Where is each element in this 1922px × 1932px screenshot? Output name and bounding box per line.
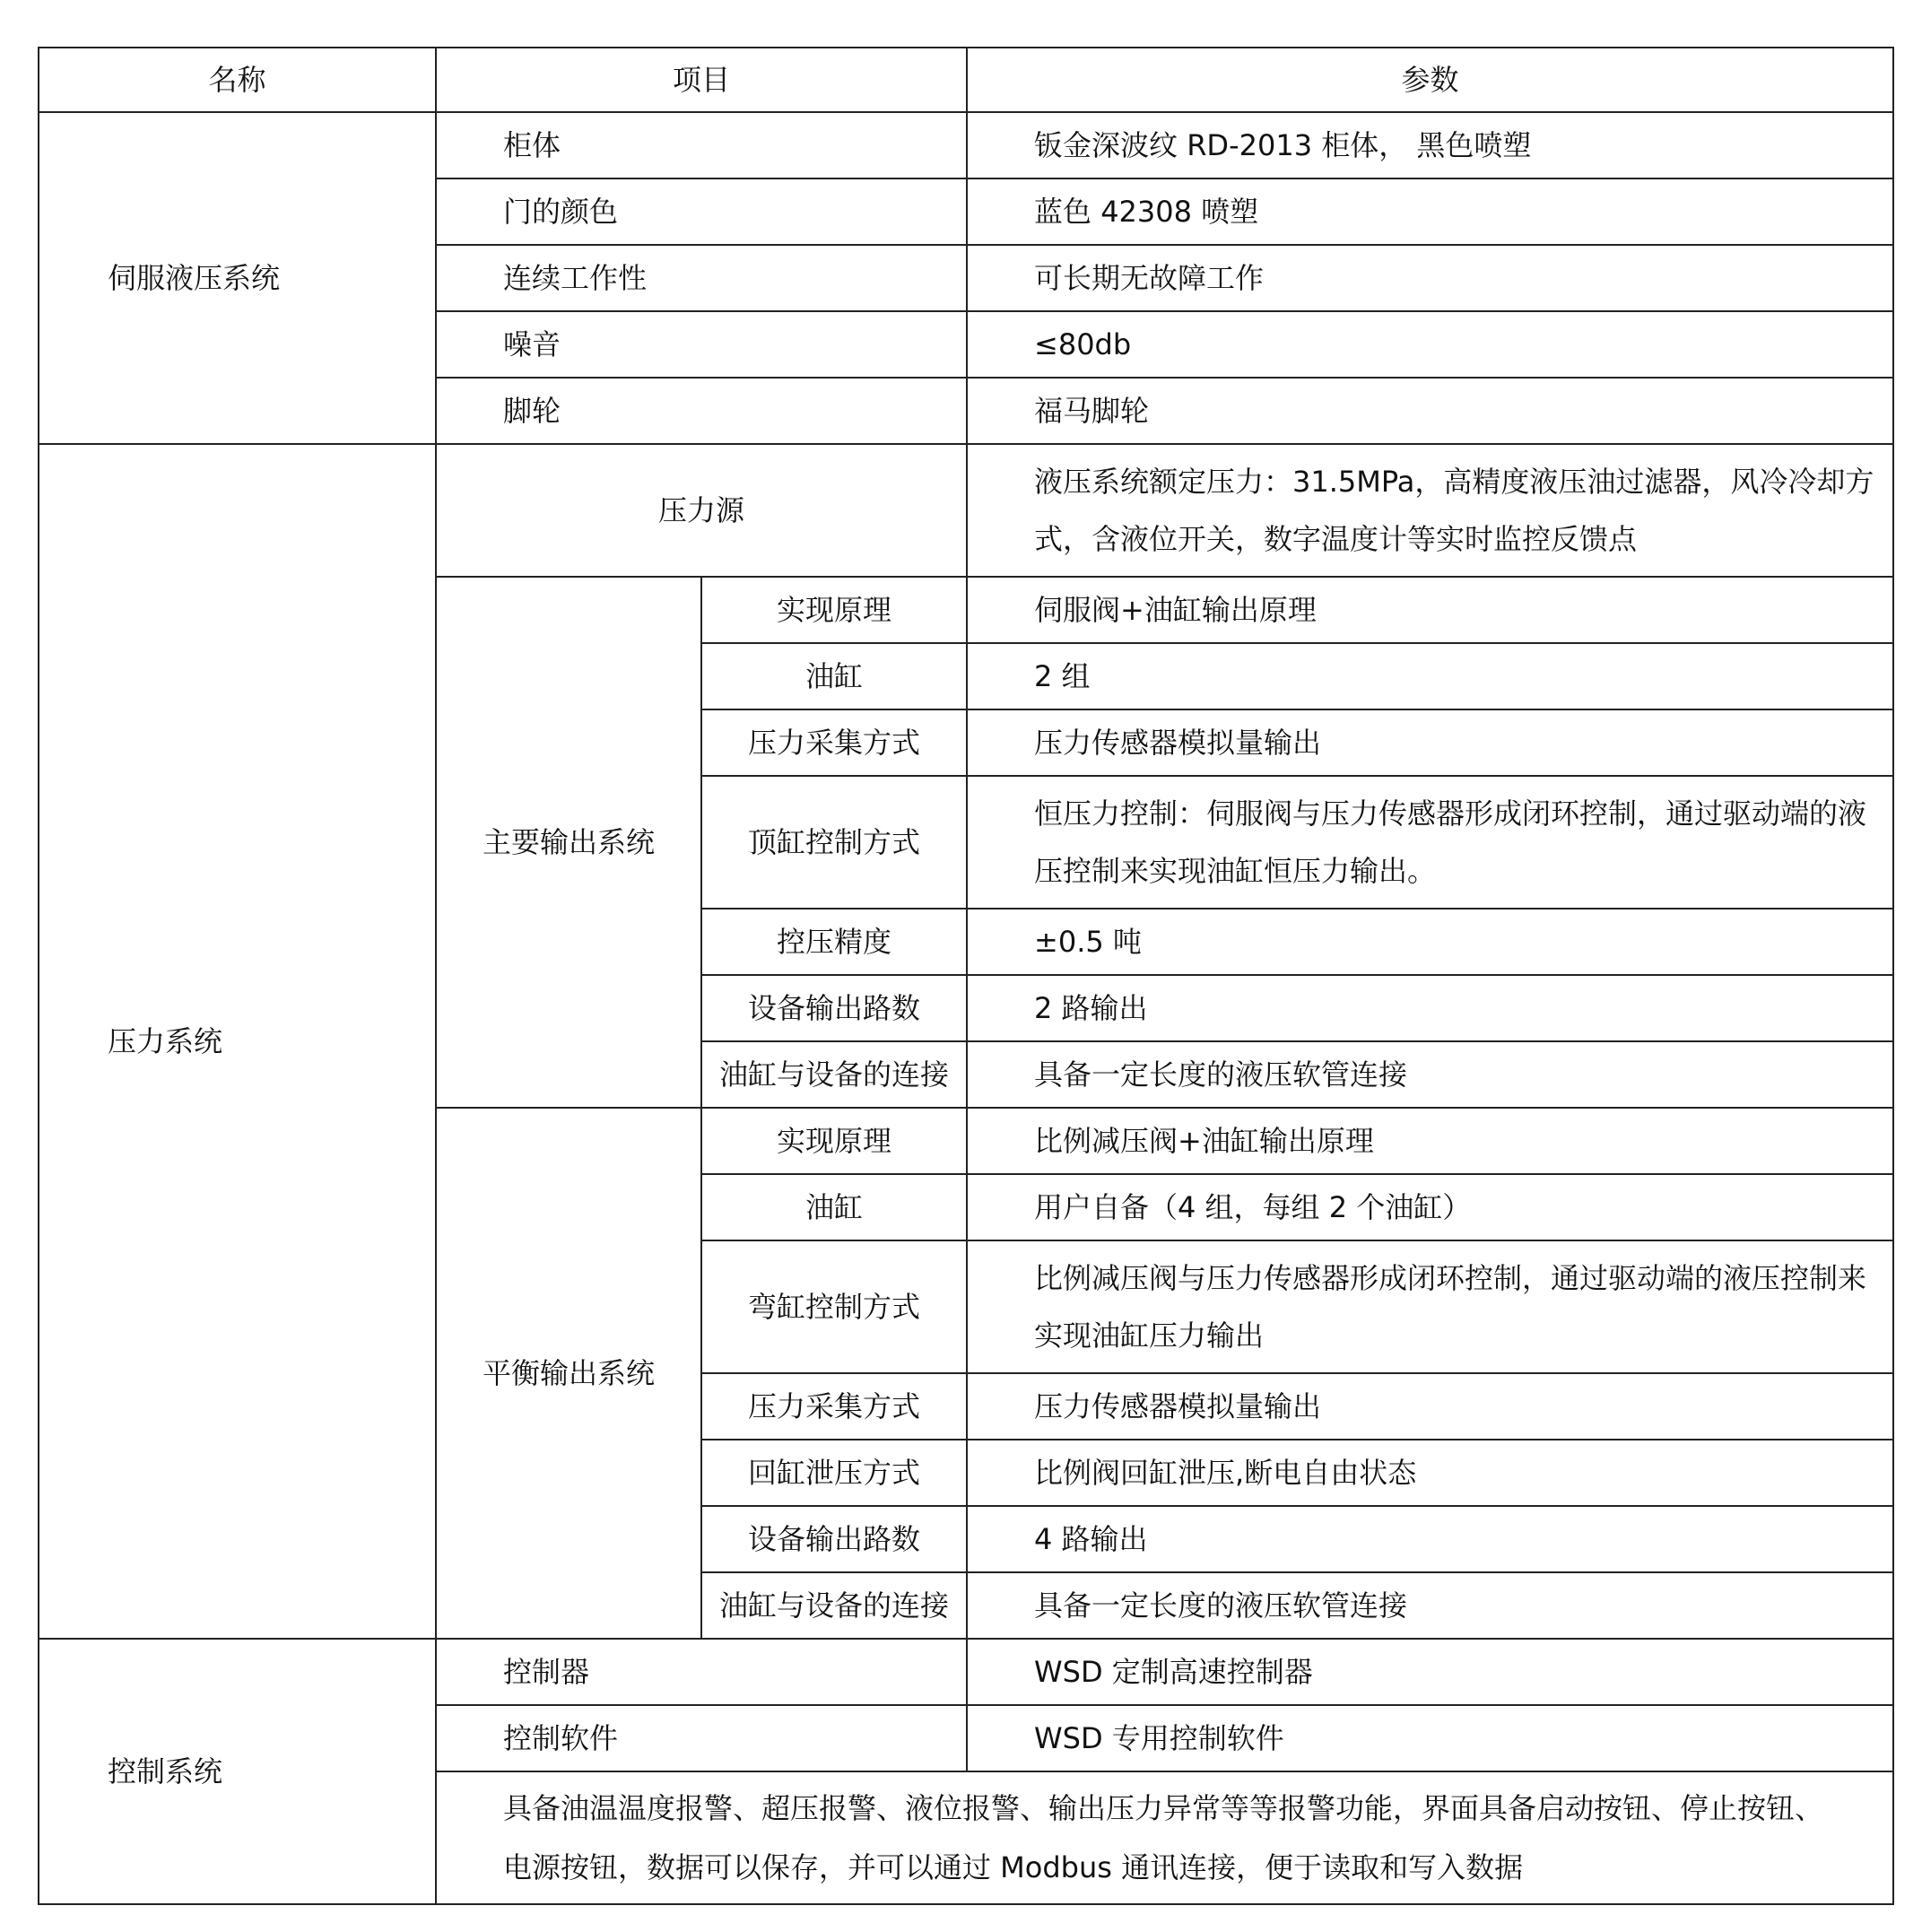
item-value: 压力传感器模拟量输出 [967,1373,1893,1440]
item-value: ±0.5 吨 [967,909,1893,975]
item-value: 具备一定长度的液压软管连接 [967,1572,1893,1639]
table-row [39,444,1893,577]
item-label: 噪音 [436,311,967,378]
item-label: 回缸泄压方式 [701,1440,967,1506]
item-label: 油缸 [701,643,967,709]
item-label: 控制软件 [436,1705,967,1771]
header-param: 参数 [967,48,1893,112]
item-label: 油缸与设备的连接 [701,1041,967,1108]
header-row [39,48,1893,112]
group-name-control: 控制系统 [39,1639,436,1904]
header-item: 项目 [436,48,967,112]
item-label: 压力采集方式 [701,709,967,776]
item-value: 蓝色 42308 喷塑 [967,178,1893,245]
item-value: WSD 专用控制软件 [967,1705,1893,1771]
item-value: 恒压力控制：伺服阀与压力传感器形成闭环控制，通过驱动端的液压控制来实现油缸恒压力输出。 [967,776,1893,909]
item-label: 油缸 [701,1174,967,1240]
table-row [39,112,1893,178]
item-value: ≤80db [967,311,1893,378]
item-value: 用户自备（4 组，每组 2 个油缸） [967,1174,1893,1240]
item-label: 连续工作性 [436,245,967,311]
group-name-pressure: 压力系统 [39,444,436,1639]
subgroup-name-main: 主要输出系统 [436,577,701,1108]
item-label: 控压精度 [701,909,967,975]
item-value: 液压系统额定压力：31.5MPa，高精度液压油过滤器，风冷冷却方式，含液位开关，数字温度计等实时监控反馈点 [967,444,1893,577]
item-label: 设备输出路数 [701,1506,967,1572]
item-value: 比例减压阀与压力传感器形成闭环控制，通过驱动端的液压控制来实现油缸压力输出 [967,1240,1893,1373]
item-value: 可长期无故障工作 [967,245,1893,311]
item-label: 压力源 [436,444,967,577]
spec-table [38,47,1894,1905]
control-note: 具备油温温度报警、超压报警、液位报警、输出压力异常等等报警功能，界面具备启动按钮、停止按钮、电源按钮，数据可以保存，并可以通过 Modbus 通讯连接，便于读取和写入数据 [436,1771,1893,1904]
item-label: 顶缸控制方式 [701,776,967,909]
item-value: 2 路输出 [967,975,1893,1041]
group-name-servo: 伺服液压系统 [39,112,436,444]
item-label: 实现原理 [701,1108,967,1174]
subgroup-name-balance: 平衡输出系统 [436,1108,701,1639]
item-value: 压力传感器模拟量输出 [967,709,1893,776]
item-value: 福马脚轮 [967,378,1893,444]
item-value: 具备一定长度的液压软管连接 [967,1041,1893,1108]
table-row [39,1639,1893,1705]
item-label: 油缸与设备的连接 [701,1572,967,1639]
header-name: 名称 [39,48,436,112]
item-label: 脚轮 [436,378,967,444]
item-value: 伺服阀+油缸输出原理 [967,577,1893,643]
item-value: 比例减压阀+油缸输出原理 [967,1108,1893,1174]
item-label: 柜体 [436,112,967,178]
item-label: 实现原理 [701,577,967,643]
item-label: 控制器 [436,1639,967,1705]
item-value: 钣金深波纹 RD-2013 柜体， 黑色喷塑 [967,112,1893,178]
item-value: WSD 定制高速控制器 [967,1639,1893,1705]
item-value: 4 路输出 [967,1506,1893,1572]
item-value: 比例阀回缸泄压,断电自由状态 [967,1440,1893,1506]
item-label: 门的颜色 [436,178,967,245]
item-label: 压力采集方式 [701,1373,967,1440]
item-value: 2 组 [967,643,1893,709]
item-label: 设备输出路数 [701,975,967,1041]
item-label: 弯缸控制方式 [701,1240,967,1373]
